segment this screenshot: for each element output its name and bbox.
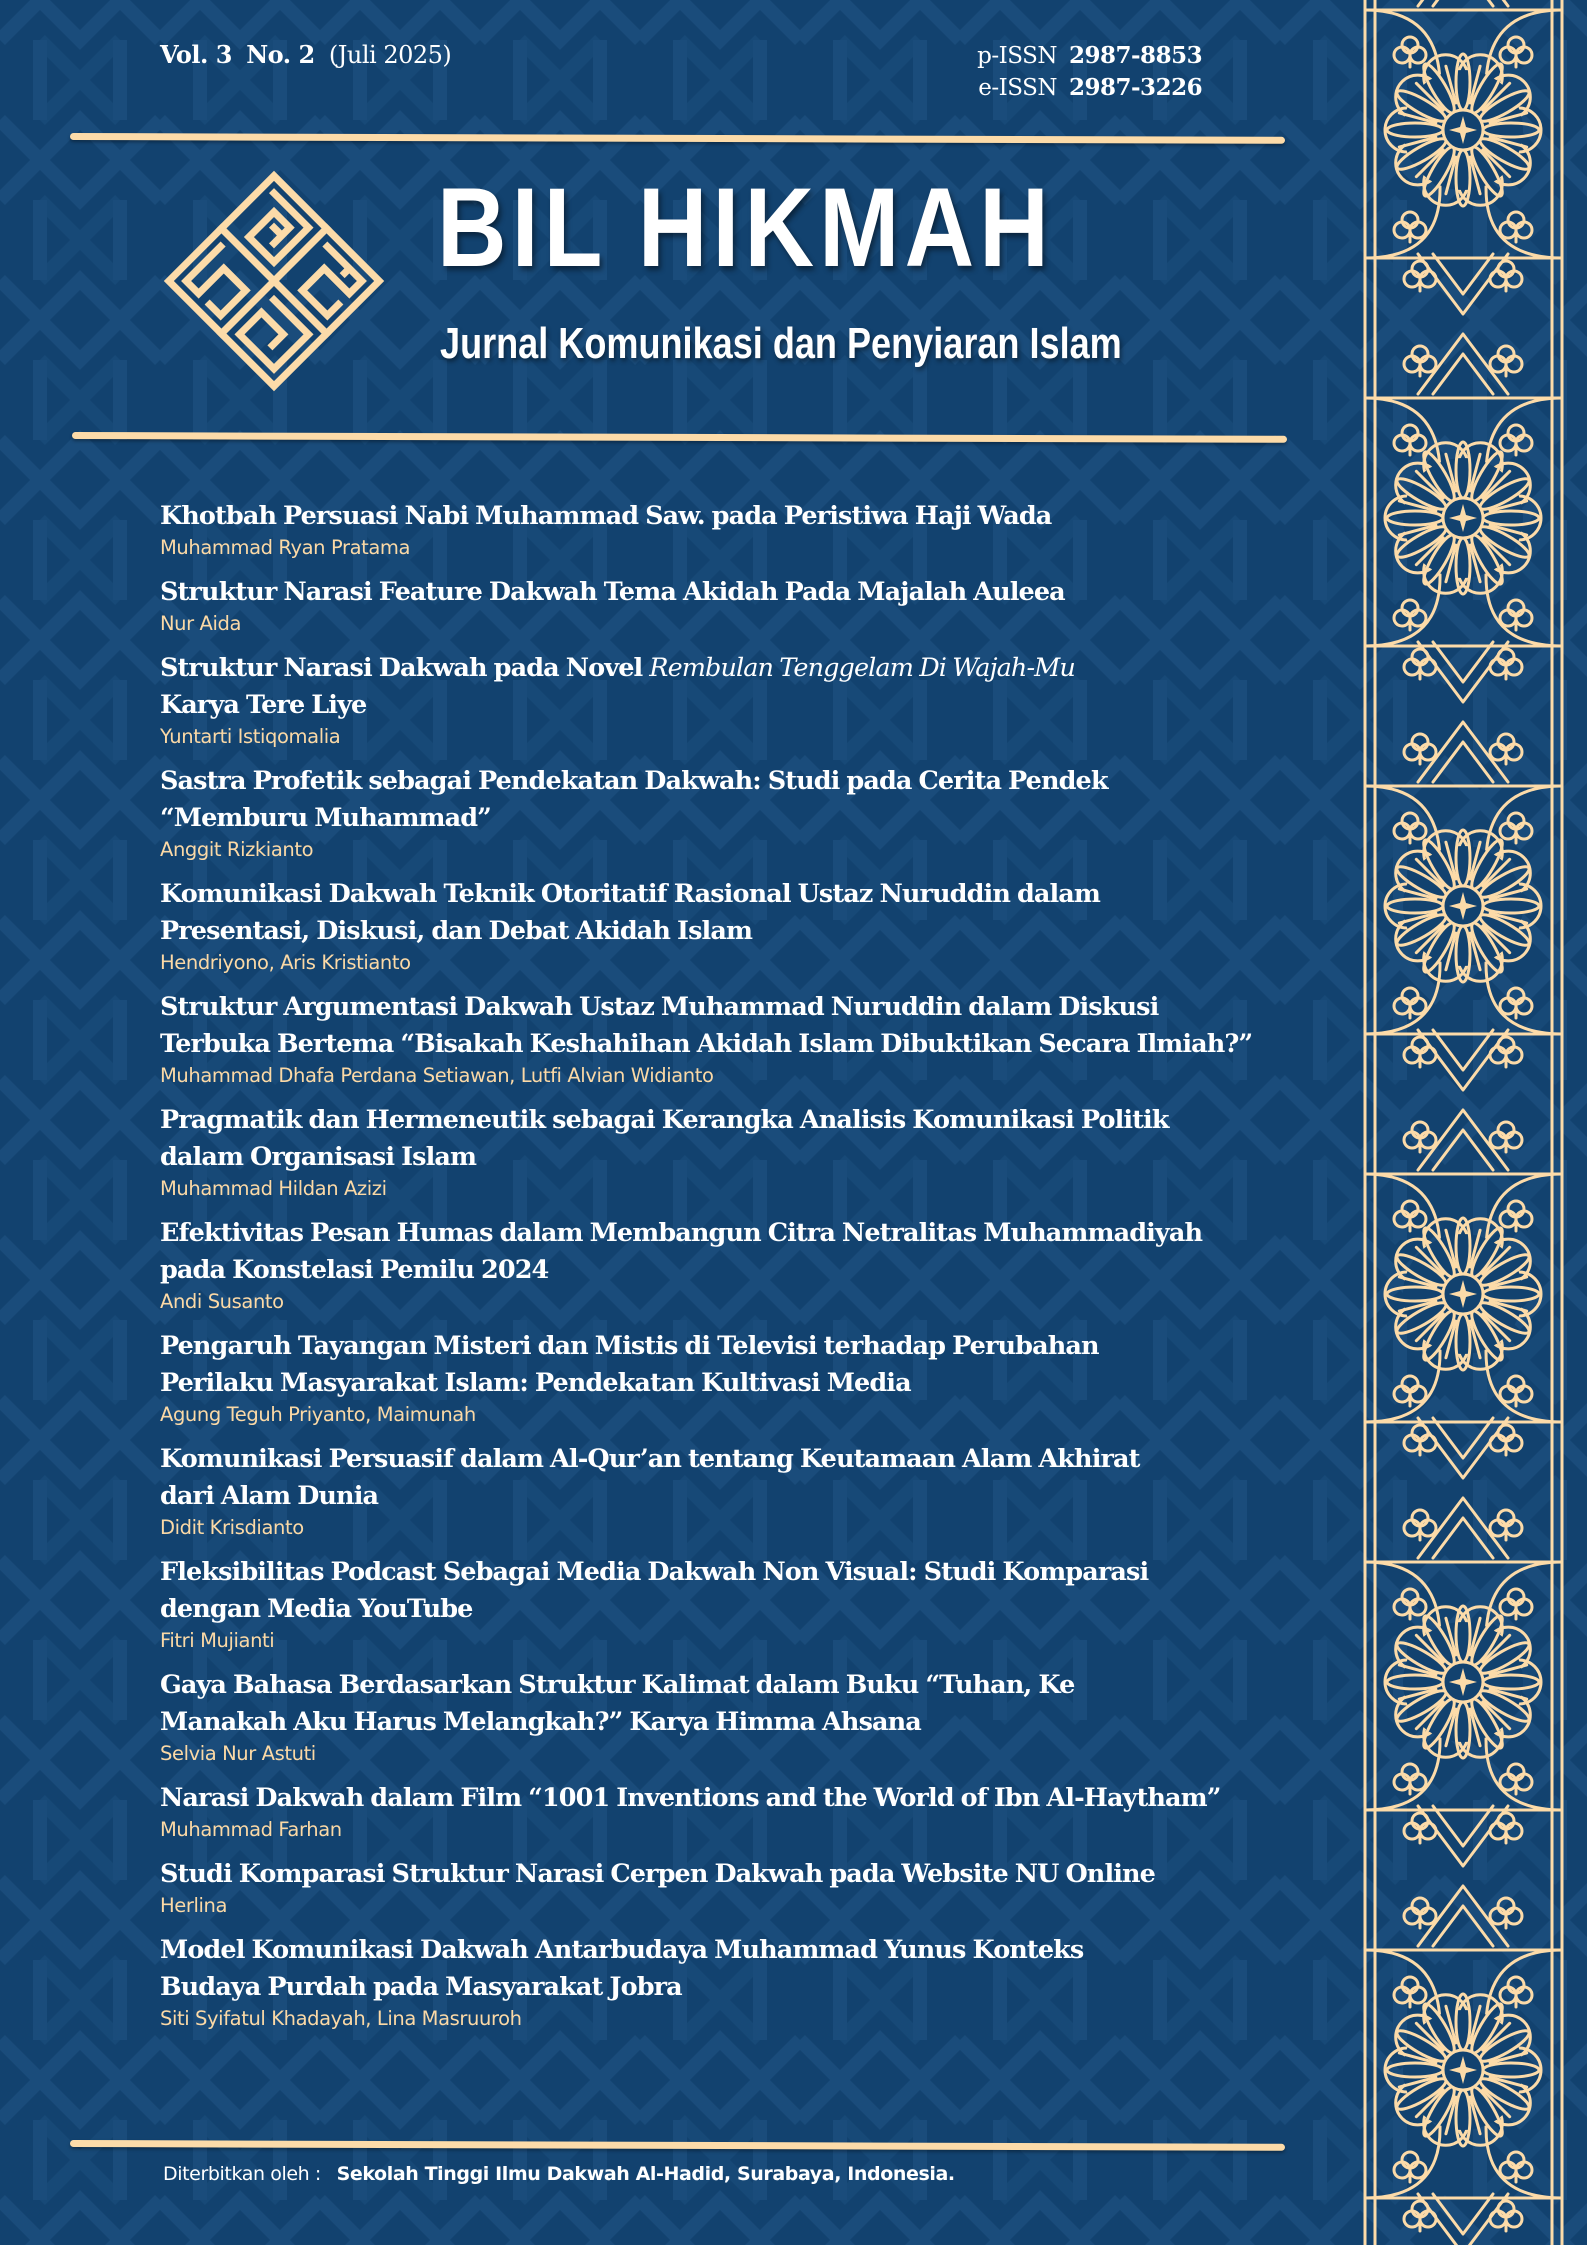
rosette-flower bbox=[1385, 54, 1541, 206]
clover-leaf bbox=[1394, 1201, 1426, 1231]
clover-leaf bbox=[1500, 425, 1532, 455]
article-title[interactable]: Khotbah Persuasi Nabi Muhammad Saw. pada Peristiwa Haji Wada bbox=[160, 501, 1052, 531]
clover-leaf bbox=[1500, 813, 1532, 843]
article-item[interactable] bbox=[160, 763, 1290, 863]
clover-leaf bbox=[1394, 1589, 1426, 1619]
article-title[interactable]: Studi Komparasi Struktur Narasi Cerpen Dakwah pada Website NU Online bbox=[160, 1859, 1155, 1889]
clover-leaf bbox=[1404, 1898, 1436, 1928]
clover-leaf bbox=[1404, 261, 1436, 291]
article-authors: Anggit Rizkianto bbox=[160, 838, 314, 861]
clover-leaf bbox=[1404, 1813, 1436, 1843]
article-title[interactable]: Struktur Narasi Dakwah pada Novel Rembulan Tenggelam Di Wajah-Mu bbox=[160, 653, 1075, 683]
article-title[interactable]: Pragmatik dan Hermeneutik sebagai Kerangka Analisis Komunikasi Politik bbox=[160, 1105, 1169, 1135]
clover-leaf bbox=[1394, 425, 1426, 455]
rosette-flower bbox=[1385, 830, 1541, 982]
article-authors: Siti Syifatul Khadayah, Lina Masruuroh bbox=[160, 2007, 522, 2030]
article-item[interactable] bbox=[160, 1328, 1290, 1428]
clover-leaf bbox=[1394, 1376, 1426, 1406]
clover-leaf bbox=[1394, 600, 1426, 630]
clover-leaf bbox=[1394, 212, 1426, 242]
clover-leaf bbox=[1490, 1425, 1522, 1455]
article-authors: Muhammad Farhan bbox=[160, 1818, 342, 1841]
floral-ornament-border bbox=[1340, 0, 1587, 2245]
clover-leaf bbox=[1404, 2201, 1436, 2231]
article-item[interactable] bbox=[160, 1554, 1290, 1654]
article-authors: Muhammad Hildan Azizi bbox=[160, 1177, 387, 1200]
article-authors: Agung Teguh Priyanto, Maimunah bbox=[160, 1403, 476, 1426]
clover-leaf bbox=[1490, 734, 1522, 764]
article-title-line-2[interactable]: Manakah Aku Harus Melangkah?” Karya Himma Ahsana bbox=[160, 1707, 921, 1737]
article-title[interactable]: Sastra Profetik sebagai Pendekatan Dakwah: Studi pada Cerita Pendek bbox=[160, 766, 1108, 796]
article-item[interactable] bbox=[160, 876, 1290, 976]
clover-leaf bbox=[1394, 813, 1426, 843]
article-title-line-2[interactable]: Budaya Purdah pada Masyarakat Jobra bbox=[160, 1972, 682, 2002]
article-authors: Selvia Nur Astuti bbox=[160, 1742, 316, 1765]
rosette-flower bbox=[1385, 1218, 1541, 1370]
kufic-calligraphy-logo-icon bbox=[163, 170, 385, 392]
novel-title-italic: Rembulan Tenggelam Di Wajah-Mu bbox=[649, 653, 1075, 683]
article-title[interactable]: Gaya Bahasa Berdasarkan Struktur Kalimat dalam Buku “Tuhan, Ke bbox=[160, 1670, 1075, 1700]
clover-leaf bbox=[1500, 1201, 1532, 1231]
article-title-line-2[interactable]: Karya Tere Liye bbox=[160, 690, 367, 720]
clover-leaf bbox=[1490, 1813, 1522, 1843]
article-authors: Yuntarti Istiqomalia bbox=[160, 725, 341, 748]
rosette-flower bbox=[1385, 1606, 1541, 1758]
article-title[interactable]: Komunikasi Dakwah Teknik Otoritatif Rasional Ustaz Nuruddin dalam bbox=[160, 879, 1100, 909]
clover-leaf bbox=[1500, 988, 1532, 1018]
rosette-flower bbox=[1385, 1994, 1541, 2146]
article-item[interactable] bbox=[160, 1215, 1290, 1315]
article-title[interactable]: Fleksibilitas Podcast Sebagai Media Dakwah Non Visual: Studi Komparasi bbox=[160, 1557, 1149, 1587]
article-item[interactable] bbox=[160, 650, 1290, 750]
article-item[interactable] bbox=[160, 574, 1290, 637]
article-title[interactable]: Model Komunikasi Dakwah Antarbudaya Muhammad Yunus Konteks bbox=[160, 1935, 1084, 1965]
clover-leaf bbox=[1490, 1510, 1522, 1540]
clover-leaf bbox=[1500, 1589, 1532, 1619]
clover-leaf bbox=[1500, 212, 1532, 242]
clover-leaf bbox=[1490, 2201, 1522, 2231]
article-item[interactable] bbox=[160, 1441, 1290, 1541]
clover-leaf bbox=[1490, 261, 1522, 291]
article-authors: Didit Krisdianto bbox=[160, 1516, 304, 1539]
journal-subtitle: Jurnal Komunikasi dan Penyiaran Islam bbox=[440, 319, 1122, 368]
article-title-line-2[interactable]: pada Konstelasi Pemilu 2024 bbox=[160, 1255, 549, 1285]
publisher-footer bbox=[163, 2163, 955, 2185]
article-authors: Fitri Mujianti bbox=[160, 1629, 275, 1652]
clover-leaf bbox=[1404, 1510, 1436, 1540]
clover-leaf bbox=[1394, 37, 1426, 67]
clover-leaf bbox=[1500, 2152, 1532, 2182]
article-title-line-2[interactable]: Presentasi, Diskusi, dan Debat Akidah Islam bbox=[160, 916, 753, 946]
article-title-line-2[interactable]: Terbuka Bertema “Bisakah Keshahihan Akidah Islam Dibuktikan Secara Ilmiah?” bbox=[160, 1029, 1253, 1059]
article-authors: Muhammad Ryan Pratama bbox=[160, 536, 411, 559]
clover-leaf bbox=[1490, 1122, 1522, 1152]
clover-leaf bbox=[1394, 1764, 1426, 1794]
article-item[interactable] bbox=[160, 498, 1290, 561]
article-title-line-2[interactable]: “Memburu Muhammad” bbox=[160, 803, 491, 833]
clover-leaf bbox=[1490, 346, 1522, 376]
clover-leaf bbox=[1404, 1425, 1436, 1455]
article-item[interactable] bbox=[160, 1856, 1290, 1919]
article-title-line-2[interactable]: dalam Organisasi Islam bbox=[160, 1142, 477, 1172]
article-item[interactable] bbox=[160, 989, 1290, 1089]
article-title[interactable]: Struktur Argumentasi Dakwah Ustaz Muhammad Nuruddin dalam Diskusi bbox=[160, 992, 1159, 1022]
publisher-name: Sekolah Tinggi Ilmu Dakwah Al-Hadid, Surabaya, Indonesia. bbox=[336, 2163, 955, 2185]
journal-title: BIL HIKMAH bbox=[437, 165, 1055, 290]
article-authors: Andi Susanto bbox=[160, 1290, 284, 1313]
article-authors: Hendriyono, Aris Kristianto bbox=[160, 951, 411, 974]
article-item[interactable] bbox=[160, 1932, 1290, 2032]
clover-leaf bbox=[1500, 1764, 1532, 1794]
clover-leaf bbox=[1500, 37, 1532, 67]
article-title[interactable]: Pengaruh Tayangan Misteri dan Mistis di Televisi terhadap Perubahan bbox=[160, 1331, 1099, 1361]
article-title-line-2[interactable]: Perilaku Masyarakat Islam: Pendekatan Kultivasi Media bbox=[160, 1368, 911, 1398]
article-title[interactable]: Narasi Dakwah dalam Film “1001 Inventions and the World of Ibn Al-Haytham” bbox=[160, 1783, 1221, 1813]
clover-leaf bbox=[1404, 1122, 1436, 1152]
publisher-label: Diterbitkan oleh : bbox=[163, 2163, 321, 2185]
issn-block bbox=[955, 40, 1202, 104]
issue-number: No. 2 bbox=[246, 40, 315, 69]
article-item[interactable] bbox=[160, 1667, 1290, 1767]
e-issn: e-ISSN 2987-3226 bbox=[978, 74, 1203, 101]
clover-leaf bbox=[1500, 1376, 1532, 1406]
issue-date: (Juli 2025) bbox=[328, 41, 452, 69]
article-title[interactable]: Efektivitas Pesan Humas dalam Membangun Citra Netralitas Muhammadiyah bbox=[160, 1218, 1203, 1248]
clover-leaf bbox=[1394, 988, 1426, 1018]
article-title[interactable]: Komunikasi Persuasif dalam Al-Qur’an tentang Keutamaan Alam Akhirat bbox=[160, 1444, 1140, 1474]
clover-leaf bbox=[1404, 1037, 1436, 1067]
clover-leaf bbox=[1404, 649, 1436, 679]
article-authors: Herlina bbox=[160, 1894, 228, 1917]
volume-info bbox=[160, 40, 451, 69]
clover-leaf bbox=[1404, 734, 1436, 764]
article-authors: Muhammad Dhafa Perdana Setiawan, Lutfi Alvian Widianto bbox=[160, 1064, 714, 1087]
article-title[interactable]: Struktur Narasi Feature Dakwah Tema Akidah Pada Majalah Auleea bbox=[160, 577, 1065, 607]
clover-leaf bbox=[1490, 649, 1522, 679]
table-of-contents bbox=[160, 498, 1290, 2045]
volume-number: Vol. 3 bbox=[160, 40, 232, 69]
article-item[interactable] bbox=[160, 1780, 1290, 1843]
clover-leaf bbox=[1490, 1898, 1522, 1928]
clover-leaf bbox=[1394, 1977, 1426, 2007]
clover-leaf bbox=[1490, 1037, 1522, 1067]
clover-leaf bbox=[1394, 2152, 1426, 2182]
article-title-line-2[interactable]: dari Alam Dunia bbox=[160, 1481, 379, 1511]
clover-leaf bbox=[1500, 1977, 1532, 2007]
article-title-line-2[interactable]: dengan Media YouTube bbox=[160, 1594, 473, 1624]
article-item[interactable] bbox=[160, 1102, 1290, 1202]
clover-leaf bbox=[1404, 346, 1436, 376]
p-issn: p-ISSN 2987-8853 bbox=[977, 42, 1203, 69]
rosette-flower bbox=[1385, 442, 1541, 594]
clover-leaf bbox=[1500, 600, 1532, 630]
article-authors: Nur Aida bbox=[160, 612, 242, 635]
